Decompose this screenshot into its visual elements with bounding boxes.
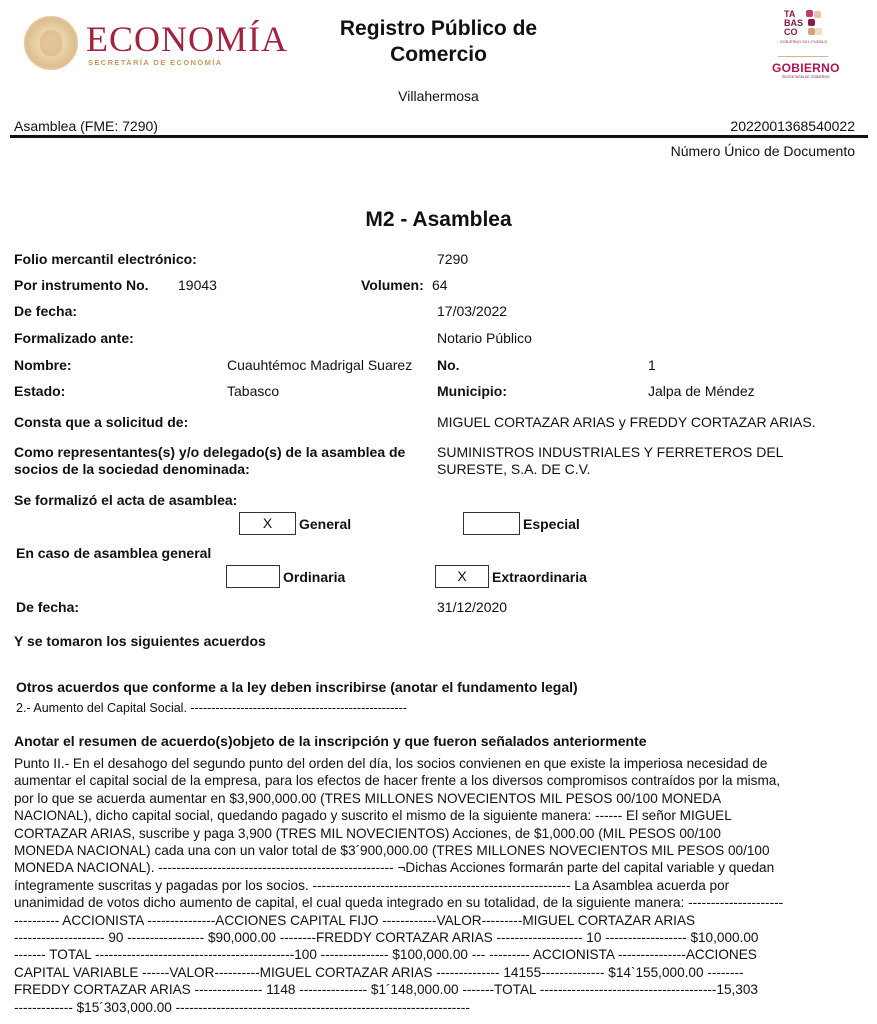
resumen-line: NACIONAL), dicho capital social, quedando pagado y suscrito el mismo de la siguiente manera: ------ El señor MIGUEL [14, 808, 732, 824]
especial-label: Especial [523, 516, 580, 532]
tabasco-logo-tile-icon [808, 28, 815, 35]
municipio-value: Jalpa de Méndez [648, 383, 755, 399]
otros-acuerdos-value: 2.- Aumento del Capital Social. ---------------------------------------------------- [16, 701, 407, 715]
volumen-value: 64 [432, 277, 448, 293]
resumen-line: CORTAZAR ARIAS, suscribe y paga 3,900 (TRES MIL NOVECIENTOS) Acciones, de $1,000.00 (MIL PESOS 00/100 [14, 825, 721, 841]
acuerdos-label: Y se tomaron los siguientes acuerdos [14, 633, 266, 649]
tabasco-logo-subtitle: GOBIERNO DEL PUEBLO [780, 40, 828, 44]
document-number-label: Número Único de Documento [670, 143, 855, 159]
header-divider [10, 135, 868, 138]
resumen-line: CAPITAL VARIABLE ------VALOR----------MIGUEL CORTAZAR ARIAS -------------- 14155-------------- $14`155,000.00 -------- [14, 964, 744, 980]
economia-logo [18, 14, 288, 76]
representantes-label-line2: socios de la sociedad denominada: [14, 461, 250, 477]
gobierno-logo-word: GOBIERNO [772, 61, 840, 75]
resumen-paragraph [14, 755, 869, 1016]
consta-label: Consta que a solicitud de: [14, 414, 189, 430]
asamblea-fecha-value: 31/12/2020 [437, 599, 508, 615]
consta-value: MIGUEL CORTAZAR ARIAS y FREDDY CORTAZAR ARIAS. [437, 414, 816, 430]
representantes-value-line2: SURESTE, S.A. DE C.V. [437, 461, 591, 477]
tabasco-logo-tile-icon [806, 10, 813, 17]
resumen-line: íntegramente suscritas y pagadas por los socios. --------------------------------------------------------- La Asamblea acuerda por [14, 877, 730, 893]
ordinaria-checkbox[interactable] [226, 565, 280, 588]
representantes-value-line1: SUMINISTROS INDUSTRIALES Y FERRETEROS DEL [437, 444, 784, 460]
instrumento-value: 19043 [178, 277, 217, 293]
section-title: M2 - Asamblea [365, 208, 512, 231]
extraordinaria-label: Extraordinaria [492, 569, 587, 585]
nombre-label: Nombre: [14, 357, 72, 373]
resumen-line: ---------- ACCIONISTA ---------------ACCIONES CAPITAL FIJO ------------VALOR---------MIGUEL CORTAZAR ARIAS [14, 912, 696, 928]
ordinaria-label: Ordinaria [283, 569, 346, 585]
general-label: General [299, 516, 352, 532]
document-number: 2022001368540022 [730, 118, 855, 134]
economia-logo-subtitle: SECRETARÍA DE ECONOMÍA [88, 58, 223, 67]
numero-label: No. [437, 357, 460, 373]
logo-divider [778, 56, 828, 57]
caso-label: En caso de asamblea general [16, 545, 212, 561]
tabasco-logo-letters: TA BAS CO [784, 9, 804, 37]
economia-logo-word: ECONOMÍA [86, 19, 288, 59]
asamblea-fecha-label: De fecha: [16, 599, 80, 615]
resumen-line: MONEDA NACIONAL) cada una con un valor total de $3´900,000.00 (TRES MILLONES NOVECIENTOS MIL PESOS 00/100 [14, 843, 770, 859]
tabasco-logo-tile-icon [815, 28, 822, 35]
fecha-value: 17/03/2022 [437, 303, 508, 319]
tabasco-logo [770, 8, 850, 80]
resumen-line: aumentar el capital social de la empresa, para los efectos de hacer frente a los diversos compromisos contraídos por la misma, [14, 773, 781, 789]
resumen-line: -------------------- 90 ----------------- $90,000.00 --------FREDDY CORTAZAR ARIAS ------------------- 10 ------------------ $10,000.00 [14, 930, 759, 946]
general-checkbox[interactable]: X [239, 512, 296, 535]
especial-checkbox[interactable] [463, 512, 520, 535]
folio-label: Folio mercantil electrónico: [14, 251, 197, 267]
fecha-label: De fecha: [14, 303, 78, 319]
extraordinaria-checkbox[interactable]: X [435, 565, 489, 588]
document-title: Registro Público de Comercio [339, 17, 538, 66]
representantes-label-line1: Como representantes(s) y/o delegado(s) de la asamblea de [14, 444, 406, 460]
municipio-label: Municipio: [437, 383, 507, 399]
formalizado-value: Notario Público [437, 330, 532, 346]
resumen-line: por lo que se acuerda aumentar en $3,900,000.00 (TRES MILLONES NOVECIENTOS MIL PESOS 00/100 MONEDA [14, 790, 722, 806]
volumen-label: Volumen: [361, 277, 424, 293]
fme-label: Asamblea (FME: 7290) [14, 118, 158, 134]
resumen-line: Punto II.- En el desahogo del segundo punto del orden del día, los socios convienen en que existe la imperiosa necesidad de [14, 756, 768, 771]
resumen-line: ------------- $15´303,000.00 ----------------------------------------------------------------- [14, 999, 470, 1015]
instrumento-label: Por instrumento No. [14, 277, 149, 293]
resumen-line: unanimidad de votos dicho aumento de capital, el cual queda integrado en su totalidad, de la siguiente manera: --------------------- [14, 895, 784, 911]
tabasco-logo-tile-icon [814, 11, 821, 18]
folio-value: 7290 [437, 251, 469, 267]
national-seal-icon [24, 16, 78, 70]
estado-value: Tabasco [227, 383, 280, 399]
estado-label: Estado: [14, 383, 66, 399]
tabasco-logo-tile-icon [808, 19, 815, 26]
gobierno-logo-subtitle: SECRETARÍA DE GOBIERNO [782, 75, 830, 79]
numero-value: 1 [648, 357, 656, 373]
formalizo-label: Se formalizó el acta de asamblea: [14, 492, 238, 508]
resumen-label: Anotar el resumen de acuerdo(s)objeto de la inscripción y que fueron señalados anteriormente [14, 733, 647, 749]
resumen-line: FREDDY CORTAZAR ARIAS --------------- 1148 --------------- $1´148,000.00 -------TOTAL ---------------------------------------15,303 [14, 982, 758, 998]
resumen-line: MONEDA NACIONAL). ---------------------------------------------------- ¬Dichas Acciones formarán parte del capital variable y quedan [14, 860, 775, 876]
formalizado-label: Formalizado ante: [14, 330, 134, 346]
resumen-line: ------- TOTAL --------------------------------------------100 --------------- $100,000.00 --- --------- ACCIONISTA ---------------ACCIONES [14, 947, 757, 963]
nombre-value: Cuauhtémoc Madrigal Suarez [227, 357, 413, 373]
otros-acuerdos-label: Otros acuerdos que conforme a la ley deben inscribirse (anotar el fundamento legal) [16, 679, 578, 695]
city-label: Villahermosa [398, 88, 479, 104]
